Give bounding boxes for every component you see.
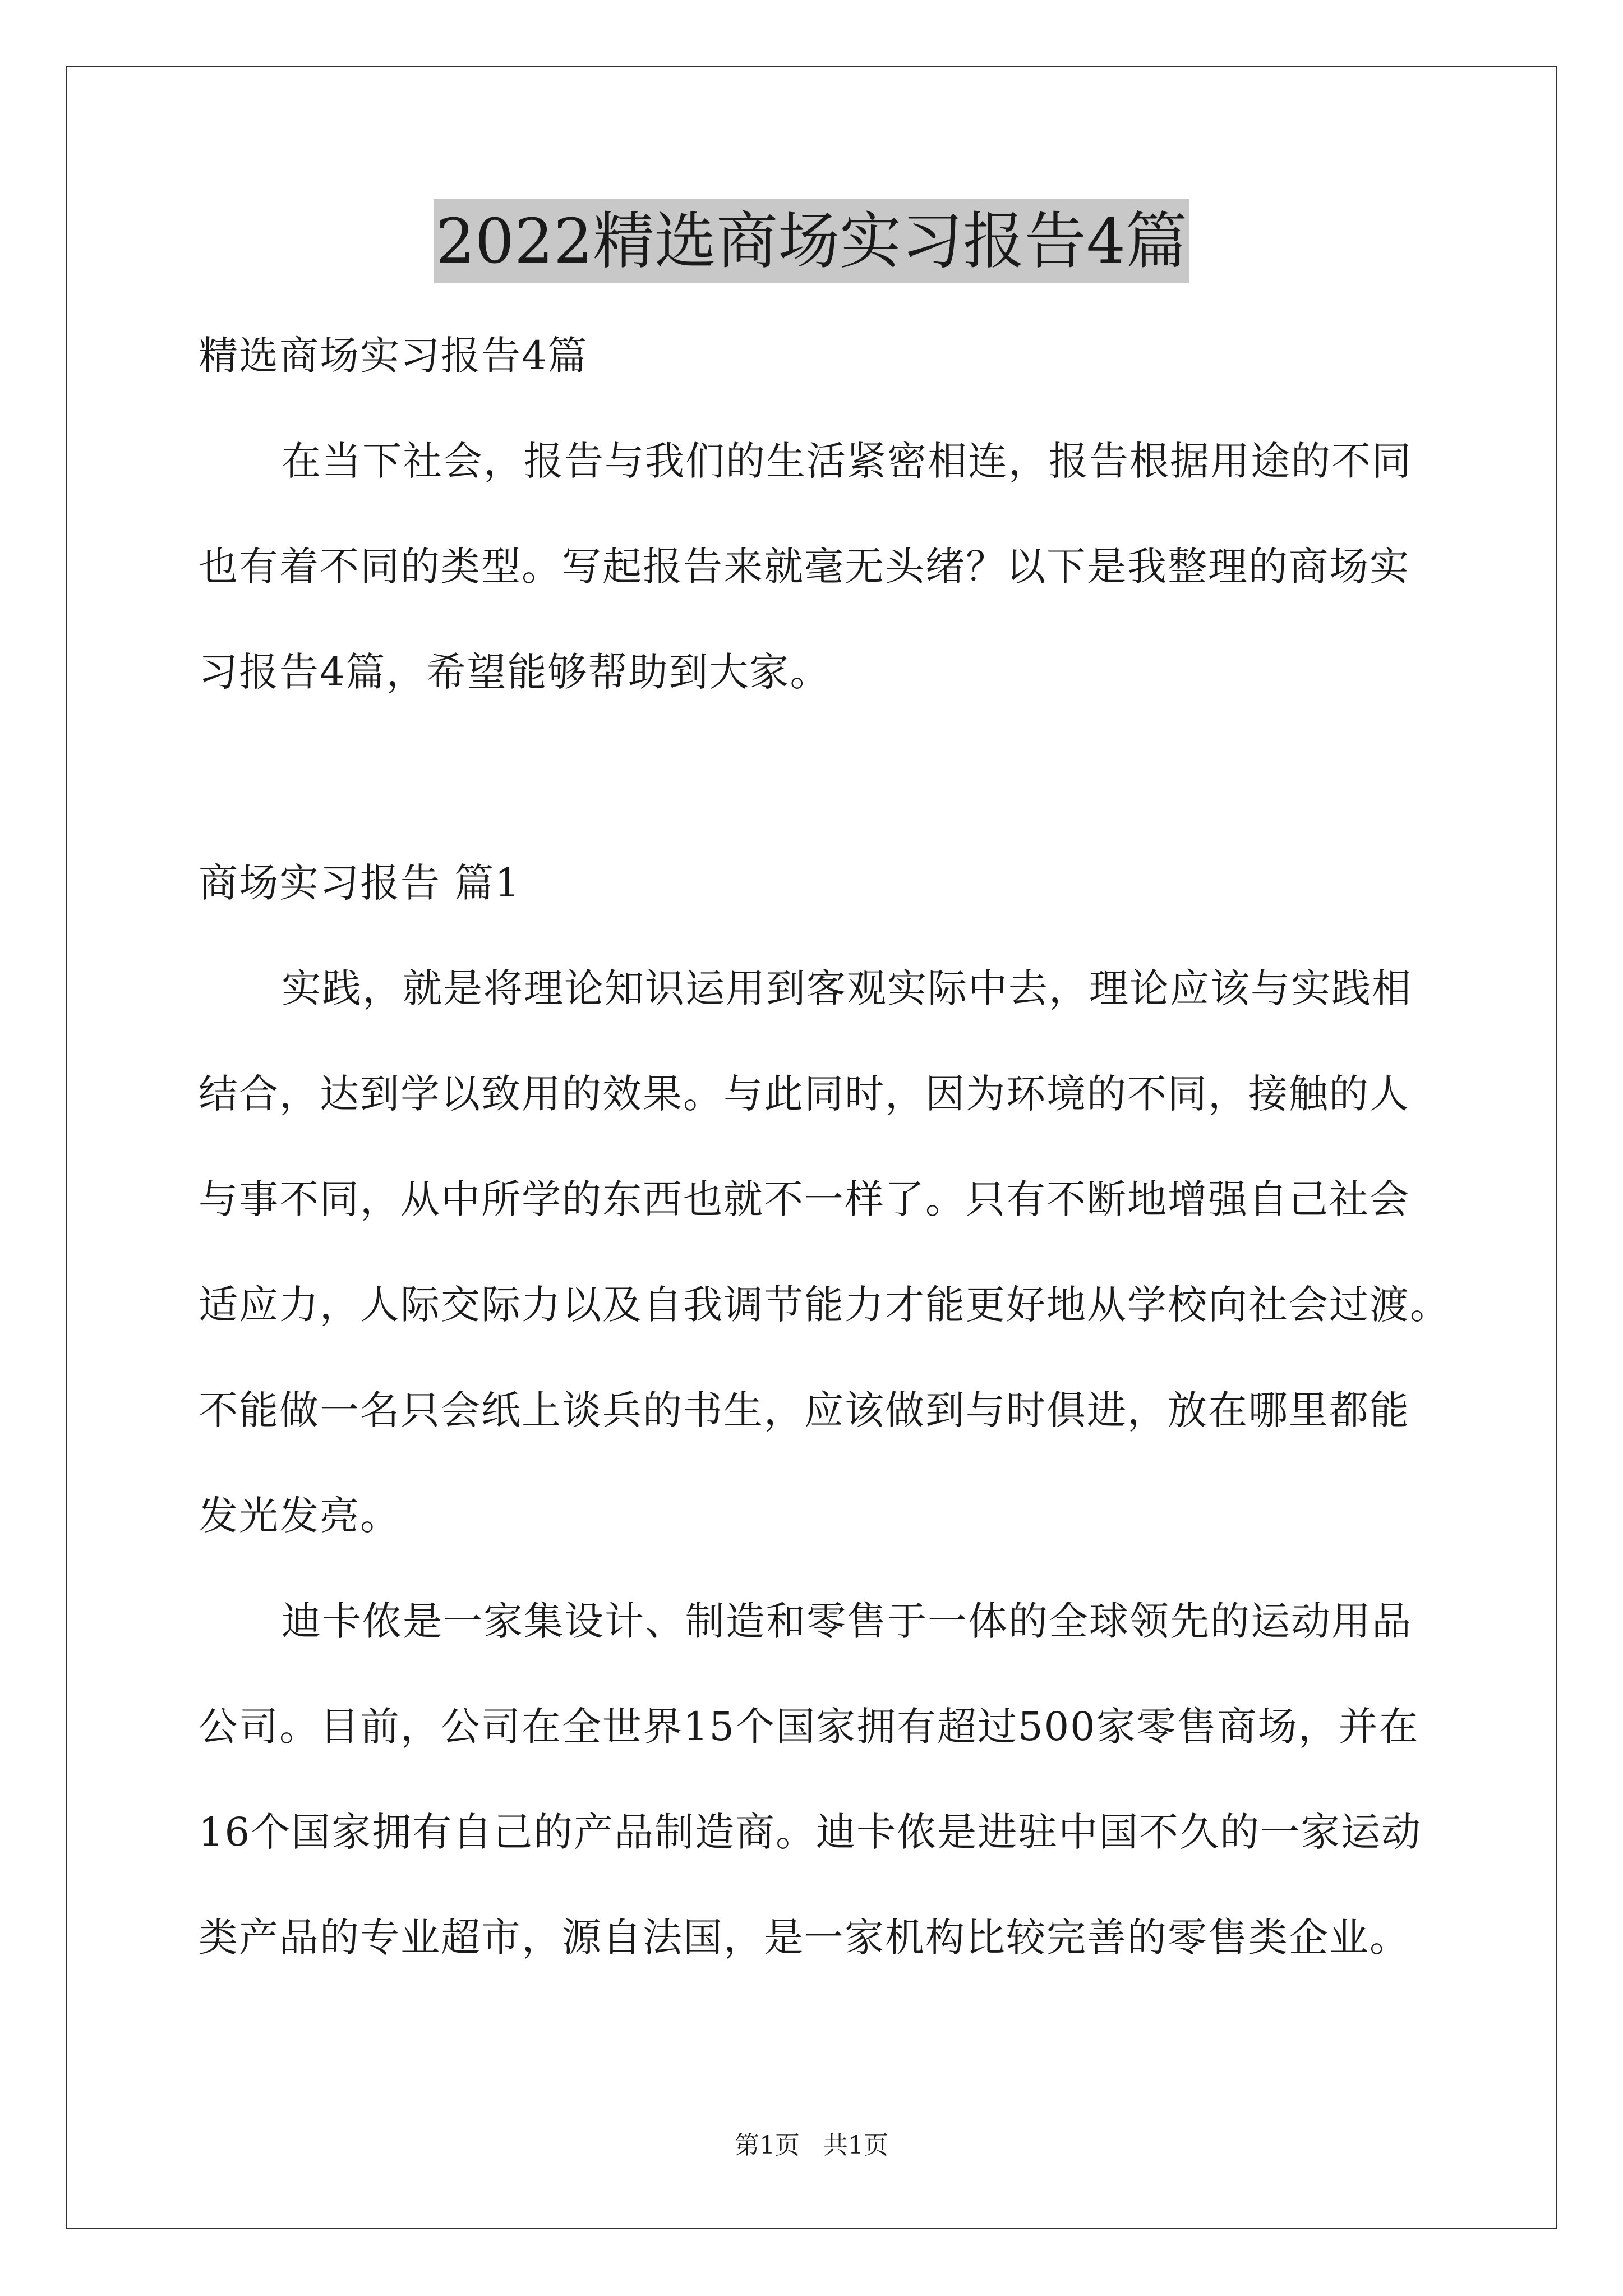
text-line: 商场实习报告 篇1 (199, 860, 521, 906)
text-line: 习报告4篇，希望能够帮助到大家。 (199, 649, 831, 695)
text-line: 结合，达到学以致用的效果。与此同时，因为环境的不同，接触的人 (199, 1071, 1410, 1117)
page-footer: 第1页 共1页 (735, 2131, 888, 2160)
text-line: 公司。目前，公司在全世界15个国家拥有超过500家零售商场，并在 (199, 1704, 1419, 1750)
text-line: 在当下社会，报告与我们的生活紧密相连，报告根据用途的不同 (282, 438, 1412, 484)
text-line: 实践，就是将理论知识运用到客观实际中去，理论应该与实践相 (282, 965, 1412, 1011)
text-line: 16个国家拥有自己的产品制造商。迪卡侬是进驻中国不久的一家运动 (199, 1809, 1422, 1855)
text-line: 不能做一名只会纸上谈兵的书生，应该做到与时俱进，放在哪里都能 (199, 1387, 1410, 1433)
text-line: 也有着不同的类型。写起报告来就毫无头绪？以下是我整理的商场实 (199, 544, 1410, 590)
text-line: 类产品的专业超市，源自法国，是一家机构比较完善的零售类企业。 (199, 1915, 1410, 1961)
blank-line (199, 725, 1432, 830)
text-line: 发光发亮。 (199, 1493, 400, 1539)
text-line: 迪卡侬是一家集设计、制造和零售于一体的全球领先的运动用品 (282, 1598, 1412, 1644)
document-body (199, 303, 1450, 1990)
text-line: 适应力，人际交际力以及自我调节能力才能更好地从学校向社会过渡。 (199, 1282, 1450, 1328)
title-container (0, 199, 1623, 283)
text-line: 精选商场实习报告4篇 (199, 333, 588, 379)
text-line: 与事不同，从中所学的东西也就不一样了。只有不断地增强自己社会 (199, 1176, 1410, 1222)
document-title: 2022精选商场实习报告4篇 (434, 199, 1189, 283)
